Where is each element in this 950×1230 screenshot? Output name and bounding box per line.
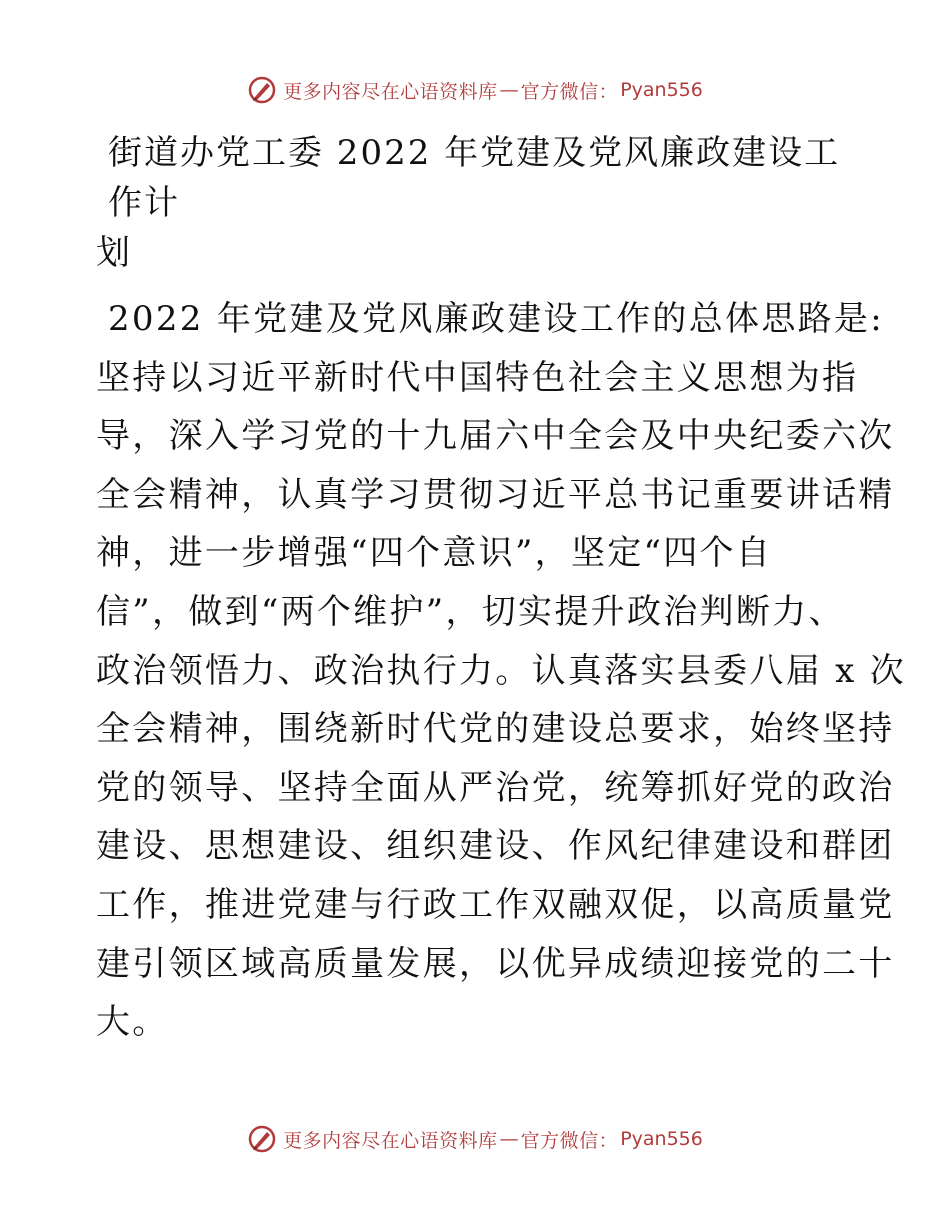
body-line: 坚持以习近平新时代中国特色社会主义思想为指 — [96, 357, 859, 398]
body-line: 2022 年党建及党风廉政建设工作的总体思路是: — [108, 299, 884, 339]
title-line-1: 街道办党工委 2022 年党建及党风廉政建设工作计 — [108, 133, 841, 223]
watermark-footer — [0, 1119, 950, 1159]
watermark-id: Pyan556 — [620, 79, 703, 101]
body-line: 党的领导、坚持全面从严治党，统筹抓好党的政治 — [96, 767, 895, 808]
body-line: 全会精神，认真学习贯彻习近平总书记重要讲话精 — [96, 474, 895, 515]
watermark-dash: — — [499, 79, 519, 101]
pen-circle-logo-icon — [247, 75, 277, 105]
body-paragraph — [96, 290, 906, 1052]
watermark-site-text: 更多内容尽在心语资料库 — [283, 80, 498, 103]
pen-circle-logo-icon — [247, 1124, 277, 1154]
body-line: 神，进一步增强“四个意识”，坚定“四个自 — [96, 533, 773, 574]
watermark-dash: — — [499, 1128, 519, 1150]
watermark-id: Pyan556 — [620, 1128, 703, 1150]
watermark-header — [0, 70, 950, 110]
body-line: 全会精神，围绕新时代党的建设总要求，始终坚持 — [96, 709, 895, 750]
body-line: 工作，推进党建与行政工作双融双促，以高质量党 — [96, 884, 895, 925]
title-line-2: 划 — [96, 233, 132, 273]
document-title — [96, 128, 856, 278]
document-content — [96, 128, 906, 1052]
body-line: 建设、思想建设、组织建设、作风纪律建设和群团 — [96, 826, 895, 867]
body-line: 大。 — [96, 1002, 169, 1043]
watermark-label: 官方微信： — [520, 1129, 619, 1152]
watermark-label: 官方微信： — [520, 80, 619, 103]
body-line: 信”，做到“两个维护”，切实提升政治判断力、 — [96, 591, 845, 632]
watermark-site-text: 更多内容尽在心语资料库 — [283, 1129, 498, 1152]
body-line: 导，深入学习党的十九届六中全会及中央纪委六次 — [96, 416, 895, 457]
body-line: 政治领悟力、政治执行力。认真落实县委八届 x 次 — [96, 650, 906, 691]
body-line: 建引领区域高质量发展，以优异成绩迎接党的二十 — [96, 943, 895, 984]
